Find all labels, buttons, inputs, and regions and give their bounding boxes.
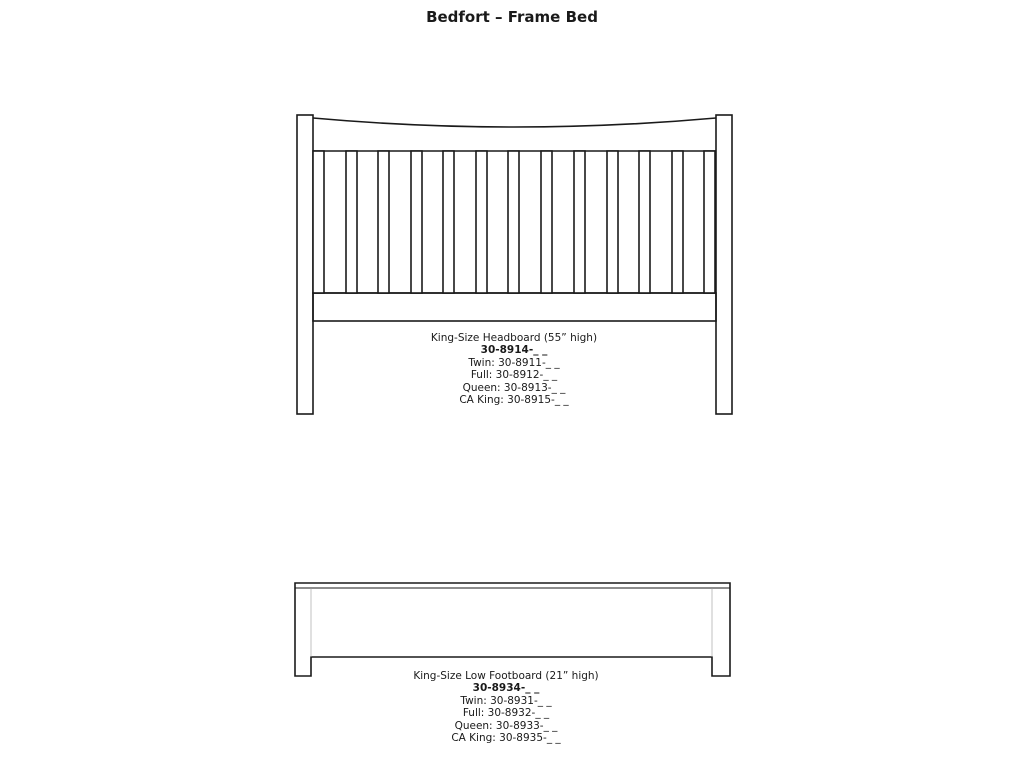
headboard-slat — [574, 151, 585, 293]
headboard-slat — [672, 151, 683, 293]
headboard-slat — [508, 151, 519, 293]
headboard-variant-twin: Twin: 30-8911-_ _ — [468, 356, 560, 369]
headboard-slat — [541, 151, 552, 293]
footboard-variant-ca-king: CA King: 30-8935-_ _ — [451, 732, 561, 745]
headboard-right-post — [716, 115, 732, 414]
headboard-caption — [384, 332, 644, 406]
headboard-caption-title: King-Size Headboard (55” high) — [430, 332, 598, 344]
footboard-caption — [376, 670, 636, 744]
headboard-slat — [704, 151, 715, 293]
headboard-variant-ca-king: CA King: 30-8915-_ _ — [459, 394, 569, 407]
headboard-slats — [313, 151, 715, 293]
headboard-variant-full: Full: 30-8912-_ _ — [470, 369, 558, 382]
headboard-slat — [639, 151, 650, 293]
headboard-left-post — [297, 115, 313, 414]
footboard-drawing — [295, 583, 730, 676]
footboard-outline — [295, 583, 730, 676]
headboard-slat — [607, 151, 618, 293]
page-title: Bedfort – Frame Bed — [426, 8, 598, 26]
headboard-slat — [378, 151, 389, 293]
footboard-variant-twin: Twin: 30-8931-_ _ — [460, 694, 552, 707]
footboard-primary-sku: 30-8934-_ _ — [472, 682, 540, 695]
headboard-slat — [411, 151, 422, 293]
headboard-slat — [476, 151, 487, 293]
headboard-variant-queen: Queen: 30-8913-_ _ — [462, 381, 566, 394]
headboard-slat — [443, 151, 454, 293]
footboard-variant-full: Full: 30-8932-_ _ — [462, 707, 550, 720]
headboard-bottom-rail — [313, 293, 716, 321]
footboard-variant-queen: Queen: 30-8933-_ _ — [454, 719, 558, 732]
headboard-primary-sku: 30-8914-_ _ — [480, 344, 548, 357]
headboard-slat — [346, 151, 357, 293]
footboard-caption-title: King-Size Low Footboard (21” high) — [413, 670, 599, 682]
headboard-top-rail — [313, 118, 716, 127]
headboard-slat — [313, 151, 324, 293]
